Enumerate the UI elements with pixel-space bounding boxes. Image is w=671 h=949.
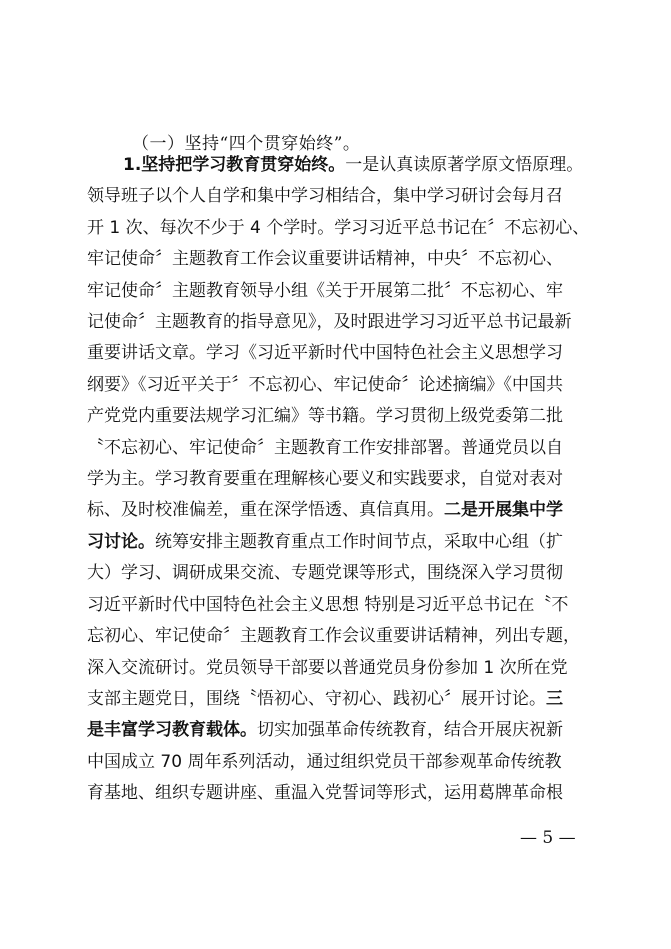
text-line bbox=[87, 307, 605, 338]
bold-heading-text: 是丰富学习教育载体。 bbox=[87, 720, 257, 741]
page-number: — 5 — bbox=[520, 828, 576, 848]
line-text: 学为主。学习教育要重在理解核心要义和实践要求，自觉对表对 bbox=[87, 469, 563, 490]
body-paragraph bbox=[87, 150, 605, 810]
line-text: 中国成立 70 周年系列活动，通过组织党员干部参观革命传统教 bbox=[87, 751, 562, 772]
text-line bbox=[87, 433, 605, 464]
line-text: 支部主题党日，围绕〝悟初心、守初心、践初心〞展开讨论。 bbox=[87, 688, 546, 709]
line-text: 纲要》《习近平关于〞不忘初心、牢记使命〞论述摘编》《中国共 bbox=[87, 374, 563, 395]
line-text: 牢记使命〞主题教育工作会议重要讲话精神，中央〞不忘初心、 bbox=[87, 249, 563, 270]
text-line bbox=[87, 715, 605, 746]
bold-heading-text: 习讨论。 bbox=[87, 531, 155, 552]
line-text: 忘初心、牢记使命〞主题教育工作会议重要讲话精神，列出专题， bbox=[87, 626, 580, 647]
line-text: 开 1 次、每次不少于 4 个学时。学习习近平总书记在〞不忘初心、 bbox=[87, 217, 590, 238]
text-line bbox=[87, 401, 605, 432]
text-line bbox=[87, 684, 605, 715]
text-line bbox=[87, 213, 605, 244]
text-line bbox=[87, 747, 605, 778]
text-line bbox=[87, 464, 605, 495]
text-line bbox=[87, 244, 605, 275]
bold-heading-text: 1.坚持把学习教育贯穿始终。 bbox=[123, 155, 346, 175]
text-line bbox=[87, 370, 605, 401]
text-line bbox=[87, 150, 605, 181]
line-text: 大）学习、调研成果交流、专题党课等形式，围绕深入学习贯彻 bbox=[87, 563, 563, 584]
line-text: 记使命〞主题教育的指导意见》，及时跟进学习习近平总书记最新 bbox=[87, 312, 572, 333]
line-text: 牢记使命〞主题教育领导小组《关于开展第二批〞不忘初心、牢 bbox=[87, 280, 563, 301]
line-text: 深入交流研讨。党员领导干部要以普通党员身份参加 1 次所在党 bbox=[87, 657, 568, 678]
line-text: 育基地、组织专题讲座、重温入党誓词等形式，运用葛牌革命根 bbox=[87, 783, 563, 804]
bold-heading-text: 三 bbox=[546, 688, 563, 709]
line-text: 习近平新时代中国特色社会主义思想 特别是习近平总书记在〝不 bbox=[87, 594, 569, 615]
line-text: 统筹安排主题教育重点工作时间节点，采取中心组（扩 bbox=[155, 531, 563, 552]
text-line bbox=[87, 527, 605, 558]
text-line bbox=[87, 590, 605, 621]
text-line bbox=[87, 495, 605, 526]
text-line bbox=[87, 621, 605, 652]
line-text: 产党党内重要法规学习汇编》等书籍。学习贯彻上级党委第二批 bbox=[87, 406, 563, 427]
text-line bbox=[87, 338, 605, 369]
line-text: 标、及时校准偏差，重在深学悟透、真信真用。 bbox=[87, 500, 444, 521]
line-text: 一是认真读原著学原文悟原理。 bbox=[345, 155, 584, 175]
text-line bbox=[87, 558, 605, 589]
line-text: 〝不忘初心、牢记使命〞主题教育工作安排部署。普通党员以自 bbox=[87, 437, 563, 458]
line-text: 切实加强革命传统教育，结合开展庆祝新 bbox=[257, 720, 563, 741]
text-line bbox=[87, 276, 605, 307]
line-text: 重要讲话文章。学习《习近平新时代中国特色社会主义思想学习 bbox=[87, 343, 563, 364]
text-line bbox=[87, 653, 605, 684]
text-line bbox=[87, 778, 605, 809]
line-text: 领导班子以个人自学和集中学习相结合，集中学习研讨会每月召 bbox=[87, 186, 563, 207]
text-line bbox=[87, 181, 605, 212]
section-subheading: （一）坚持“四个贯穿始终”。 bbox=[132, 134, 361, 154]
bold-heading-text: 二是开展集中学 bbox=[444, 500, 563, 521]
